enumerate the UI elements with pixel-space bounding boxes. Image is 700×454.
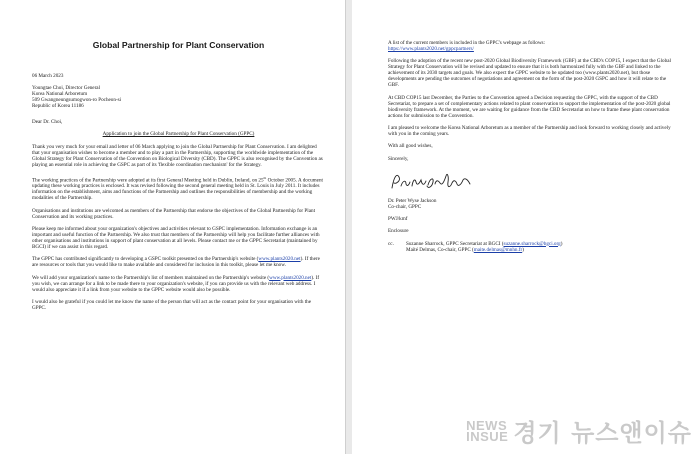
reference: PWJ/kmf: [388, 216, 408, 223]
cc-block: [388, 241, 678, 253]
watermark-korean: 경기 뉴스앤이슈: [513, 419, 692, 447]
watermark-logo: [466, 417, 509, 444]
paragraph-text: We will add your organization's name to the Partnership's list of members maintained on the Partnership's website (: [32, 274, 270, 281]
paragraph: Thank you very much for your email and letter of 06 March applying to join the Global Partnership for Plant Conservation. I am delighted that your organisation wishes to become a member and to play a part in the Partnership, supporting the worldwide implementation of the Global Strategy for Plant Conservation of the Convention on Biological Diversity (CBD). The GPPC is also recognised by the Convention as playing an essential role in achieving the GSPC as part of its 'flexible coordination mechanism' for the Strategy.: [32, 144, 323, 169]
website-link[interactable]: www.plants2020.net: [269, 274, 312, 281]
paragraph: Organisations and institutions are welcomed as members of the Partnership that endorse the objectives of the Global Partnership for Plant Conservation and its working practices.: [32, 207, 316, 220]
paragraph: [32, 275, 325, 293]
paragraph: [32, 175, 325, 202]
paragraph: At CBD COP15 last December, the Parties to the Convention agreed a Decision requesting the GPPC, with the support of the CBD Secretariat, to prepare a set of complementary actions related to plant conservation to support the implementation of the post-2020 global biodiversity framework. At the moment, we are waiting for guidance from the CBD Secretariat on how to frame these plant conservation actions for submission to the Convention.: [388, 94, 671, 119]
partners-link[interactable]: https://www.plants2020.net/gppcpartners/: [388, 46, 474, 53]
paragraph: [388, 40, 678, 52]
closing: Sincerely,: [388, 155, 409, 162]
letter-page-1: [0, 0, 346, 454]
letter-subject: Application to join the Global Partnership for Plant Conservation (GPPC): [102, 131, 255, 138]
cc-paren: ): [522, 246, 524, 253]
paragraph: Following the adoption of the recent new post-2020 Global Biodiversity Framework (GBF) at the CBD's COP15, I expect that the Global Strategy for Plant Conservation will be revised and updated to ensure that it is both harmonized fully with the GBF and linked to the achievement of its 2030 targets and goals. We also expect the GPPC website to be updated too (www.plants2020.net), but those developments are pending the outcomes of negotiations and agreement on the form of the post-2020 GSPC and how it will relate to the GBF.: [388, 58, 671, 89]
cc-list: [406, 241, 562, 253]
letter-title: Global Partnership for Plant Conservation: [92, 40, 265, 50]
cc-text: Maïté Delmas, Co-chair, GPPC (: [406, 246, 474, 253]
cc-text: Suzanne Sharrock, GPPC Secretariat at BGCI (: [406, 240, 504, 247]
address-line: Korea National Arboretum: [32, 91, 88, 98]
handwritten-signature: [388, 168, 478, 194]
recipient-address: [32, 85, 325, 109]
address-line: Youngtae Choi, Director General: [32, 85, 101, 92]
cc-label: cc.: [388, 240, 394, 247]
paragraph-text: ). If there are resources or tools that you would like to make available and considered for inclusion in this toolkit, please let me know.: [32, 256, 320, 269]
paragraph-text: A list of the current members is included in the GPPC's webpage as follows:: [388, 40, 545, 46]
paragraph: With all good wishes,: [388, 143, 433, 150]
paragraph: Please keep me informed about your organization's objectives and activities relevant to GSPC implementation. Information exchange is an important and useful function of the Partnership. We also trust that members of the Partnership will help you facilitate further alliances with other organisations and institutions in support of plant conservation at all levels. Please contact me or the GPPC Secretariat (maintained by BGCI) if we can assist in this regard.: [32, 225, 320, 251]
address-line: Republic of Korea 11186: [32, 103, 84, 110]
paragraph: [32, 256, 325, 268]
signature-block: [388, 198, 678, 235]
paragraph: I am pleased to welcome the Korea National Arboretum as a member of the Partnership and look forward to working closely and actively with you in the coming years.: [388, 125, 671, 138]
enclosure: Enclosure: [388, 228, 409, 235]
email-link[interactable]: maite.delmas@mnhn.fr: [473, 246, 523, 253]
news-watermark: [466, 413, 692, 448]
paragraph-text: The GPPC has contributed significantly to developing a GSPC toolkit presented on the Partnership's website (: [32, 256, 259, 263]
letter-date: 06 March 2023: [32, 73, 64, 79]
paragraph-text: October 2005. A document updating these working practices is enclosed. It was revised following the second general meeting held in St. Louis in July 2011. It includes information on the establishment, aims and functions of the Partnership and outlines the responsibilities of membership and the working modalities of the Partnership.: [32, 177, 323, 202]
paragraph-text: ). If you wish, we can arrange for a link to be made there to your organization's website, if you can provide us with the relevant web address. I would also appreciate it if a link from your website to the GPPC website would also be possible.: [32, 274, 320, 293]
watermark-line: NEWS: [466, 417, 508, 433]
signatory-title: Co-chair, GPPC: [388, 203, 422, 210]
cc-paren: ): [560, 240, 563, 247]
address-line: 509 Gwangneungsumogwon-ro Pocheon-si: [32, 97, 122, 104]
website-link[interactable]: www.plants2020.net: [258, 256, 301, 263]
email-link[interactable]: suzanne.sharrock@bgci.org: [503, 240, 561, 247]
letter-page-2: [352, 0, 700, 454]
salutation: Dear Dr. Choi,: [32, 118, 63, 125]
paragraph-text: The working practices of the Partnership were adopted at its first General Meeting held in Dublin, Ireland, on 25: [32, 177, 264, 184]
paragraph: I would also be grateful if you could let me know the name of the person that will act as the contact point for your organisation with the GPPC.: [32, 298, 311, 311]
cc-item: [406, 247, 562, 253]
signatory-name: Dr. Peter Wyse Jackson: [388, 197, 437, 204]
watermark-line: INSUE: [466, 428, 509, 444]
superscript: th: [263, 175, 267, 180]
